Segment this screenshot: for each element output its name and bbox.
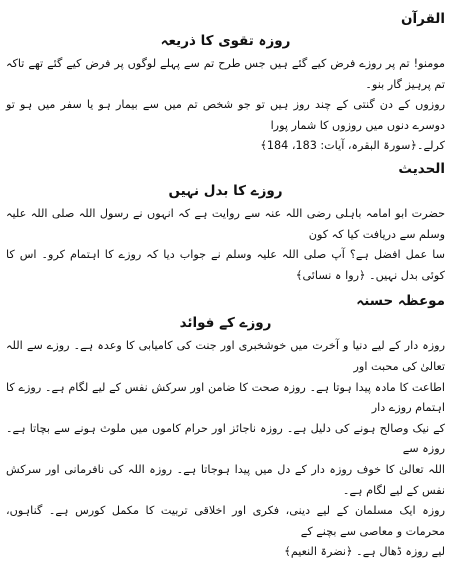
sermon-line: اللہ تعالیٰ کا خوف روزہ دار کے دل میں پیدا ہوجاتا ہے۔ روزہ اللہ کی نافرمانی اور سرکش نفس کے لیے لگام ہے۔ [6,462,445,497]
quran-heading: القرآن [401,11,445,27]
hadith-line: حضرت ابو امامہ باہلی رضی اللہ عنہ سے روایت ہے کہ انہوں نے رسول اللہ صلی اللہ علیہ وسلم سے دریافت کیا کہ کون [6,206,445,241]
sermon-line: روزہ ایک مسلمان کے لیے دینی، فکری اور اخلاقی تربیت کا مکمل کورس ہے۔ گناہوں، محرمات و معاصی سے بچنے کے [6,504,445,538]
sermon-line: روزہ دار کے لیے دنیا و آخرت میں خوشخبری اور جنت کی کامیابی کا وعدہ ہے۔ روزے سے اللہ تعالیٰ کی محبت اور [6,339,445,373]
sermon-line: کے نیک وصالح ہونے کی دلیل ہے۔ روزہ ناجائز اور حرام کاموں میں ملوث ہونے سے بچاتا ہے۔ روزہ سے [6,421,445,456]
sermon-line: اطاعت کا مادہ پیدا ہوتا ہے۔ روزہ صحت کا ضامن اور سرکش نفس کے لیے لگام ہے۔ روزے کا اہتمام روزے دار [6,380,445,415]
sermon-subheading: روزے کے فوائد [179,315,272,332]
hadith-heading: الحدیث [398,160,445,177]
quran-line: مومنو! تم پر روزے فرض کیے گئے ہیں جس طرح تم سے پہلے لوگوں پر فرض کیے گئے تھے تاکہ تم پرہیز گار بنو۔ [6,57,445,91]
hadith-subheading: روزے کا بدل نہیں [168,182,283,199]
quran-line: کرلے۔﴿سورۃ البقرہ، آیات: 183، 184﴾ [260,139,445,153]
quran-subheading: روزہ تقوی کا ذریعہ [160,33,291,49]
hadith-line: سا عمل افضل ہے؟ آپ صلی اللہ علیہ وسلم نے جواب دیا کہ روزے کا اہتمام کرو۔ اس کا کوئی بدل نہیں۔ ﴿روا ہ نسائی﴾ [6,248,445,282]
quran-line: روزوں کے دن گنتی کے چند روز ہیں تو جو شخص تم میں سے بیمار ہو یا سفر میں ہو تو دوسرے دنوں میں روزوں کا شمار پورا [6,98,445,132]
sermon-heading: موعظہ حسنہ [356,293,445,310]
sermon-line: لیے روزہ ڈھال ہے۔ ﴿نضرۃ النعیم﴾ [284,545,445,559]
